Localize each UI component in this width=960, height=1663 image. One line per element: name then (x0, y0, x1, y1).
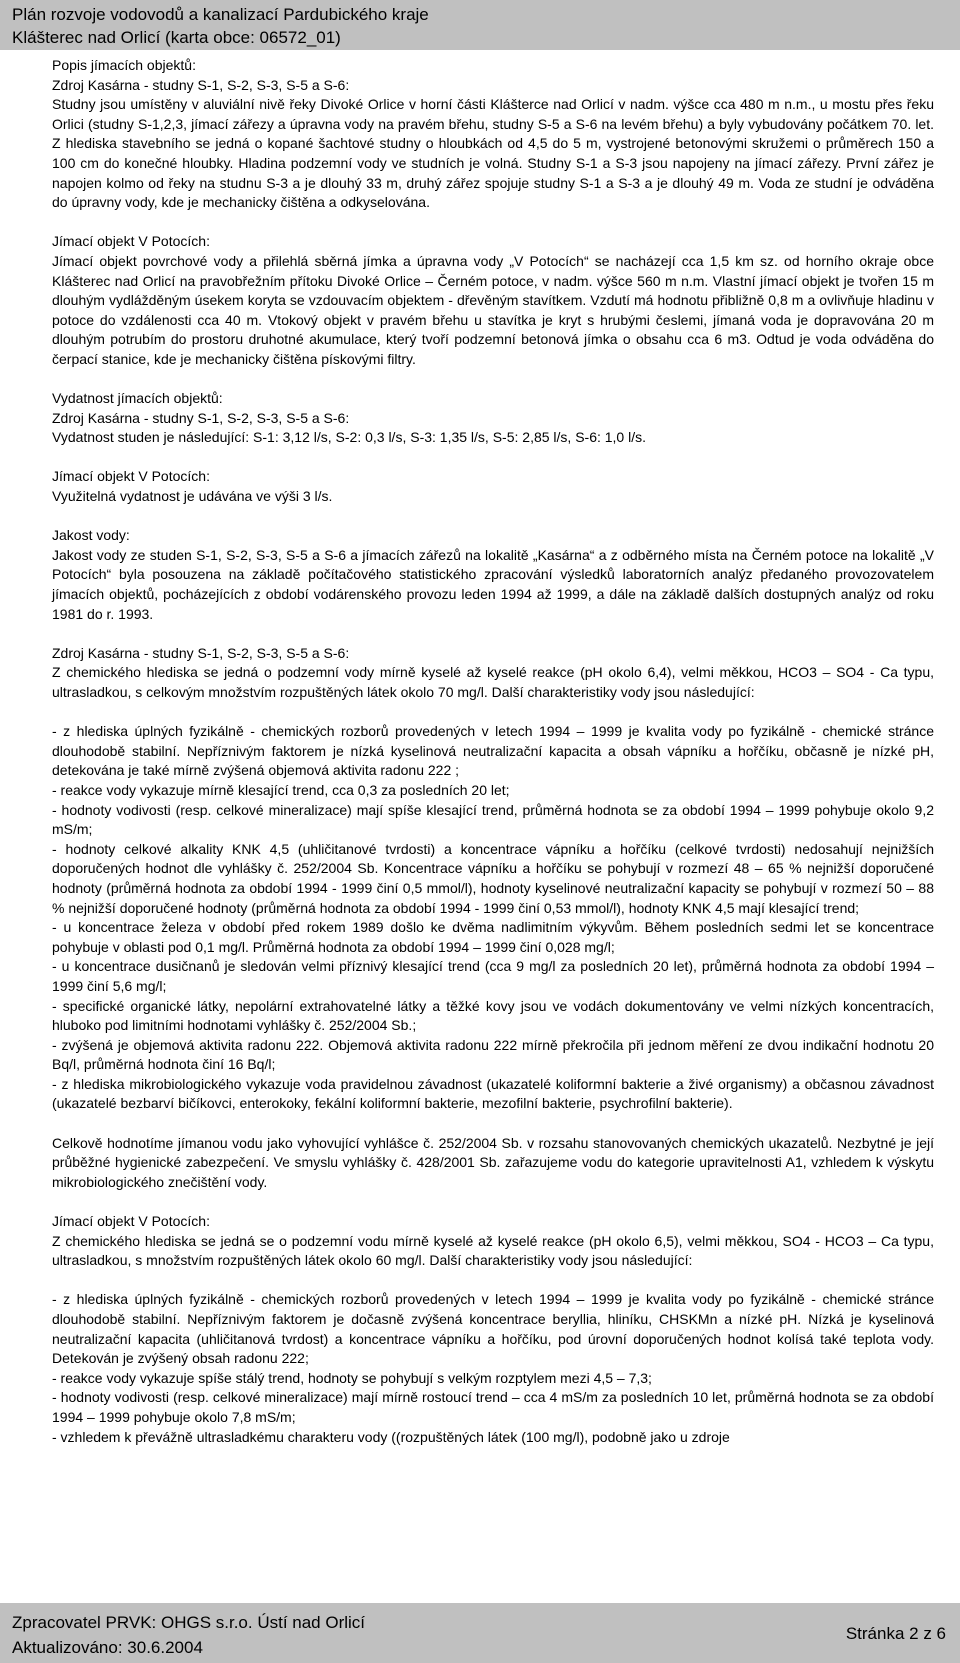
subheading: Zdroj Kasárna - studny S-1, S-2, S-3, S-5 a S-6: (52, 76, 350, 93)
list-item: - z hlediska úplných fyzikálně - chemických rozborů provedených v letech 1994 – 1999 je kvalita vody po fyzikálně - chemické stránce dlouhodobě stabilní. Nepříznivým faktorem je nízká kyselinová neutralizační kapacita a obsah vápníku a hořčíku, občasně je nízké pH, detekována je také mírně zvýšená objemová aktivita radonu 222 ; (52, 723, 934, 779)
section-heading: Jakost vody: (52, 527, 130, 544)
document-header (0, 0, 960, 50)
list-item: - u koncentrace dusičnanů je sledován velmi příznivý klesající trend (cca 9 mg/l za posledních 20 let), průměrná hodnota za období 1994 – 1999 činí 5,6 mg/l; (52, 958, 934, 994)
page-number: Stránka 2 z 6 (845, 1624, 946, 1643)
subheading: Zdroj Kasárna - studny S-1, S-2, S-3, S-5 a S-6: (52, 409, 350, 426)
subheading: Jímací objekt V Potocích: (52, 1213, 210, 1230)
subheading: Jímací objekt V Potocích: (52, 468, 210, 485)
paragraph: Studny jsou umístěny v aluviální nivě řeky Divoké Orlice v horní části Klášterce nad Orlicí v nadm. výšce cca 480 m n.m., u mostu přes řeku Orlici (studny S-1,2,3, jímací zářezy a úpravna vody na pravém břehu, studny S-5 a S-6 na levém břehu) a byly vybudovány počátkem 70. let. Z hlediska stavebního se jedná o kopané šachtové studny o hloubkách od 4,5 do 5 m, vystrojené betonovými skružemi o průměrech 150 a 100 cm do konečné hloubky. Hladina podzemní vody ve studních je volná. Studny S-1 a S-3 jsou napojeny na jímací zářezy. První zářez je napojen kolmo od řeky na studnu S-3 a je dlouhý 33 m, druhý zářez spojuje studny S-1 a S-3 a je dlouhý 49 m. Voda ze studní je odváděna do úpravny vody, kde je mechanicky čištěna a odkyselována. (52, 96, 934, 211)
paragraph: Celkově hodnotíme jímanou vodu jako vyhovující vyhlášce č. 252/2004 Sb. v rozsahu stanovovaných chemických ukazatelů. Nezbytné je její průběžné hygienické zabezpečení. Ve smyslu vyhlášky č. 428/2001 Sb. zařazujeme vodu do kategorie upravitelnosti A1, vzhledem k výskytu mikrobiologického znečištění vody. (52, 1134, 934, 1190)
subheading: Zdroj Kasárna - studny S-1, S-2, S-3, S-5 a S-6: (52, 644, 350, 661)
subheading: Jímací objekt V Potocích: (52, 233, 210, 250)
list-item: - z hlediska mikrobiologického vykazuje voda pravidelnou závadnost (ukazatelé koliformní bakterie a živé organismy) a občasnou závadnost (ukazatelé bezbarví bičíkovci, enterokoky, fekální koliformní bakterie, mezofilní bakterie, psychrofilní bakterie). (52, 1075, 934, 1112)
section-heading: Popis jímacích objektů: (52, 57, 196, 73)
document-subtitle: Klášterec nad Orlicí (karta obce: 06572_01) (12, 28, 341, 47)
footer-author: Zpracovatel PRVK: OHGS s.r.o. Ústí nad Orlicí (12, 1613, 366, 1632)
list-item: - u koncentrace železa v období před rokem 1989 došlo ke dvěma nadlimitním výkyvům. Během posledních sedmi let se koncentrace pohybuje v oblasti pod 0,1 mg/l. Průměrná hodnota za období 1994 – 1999 činí 0,028 mg/l; (52, 919, 934, 955)
document-title: Plán rozvoje vodovodů a kanalizací Pardubického kraje (12, 5, 429, 24)
list-item: - reakce vody vykazuje mírně klesající trend, cca 0,3 za posledních 20 let; (52, 781, 510, 798)
document-body (52, 56, 934, 1447)
document-footer (0, 1603, 960, 1663)
list-item: - specifické organické látky, nepolární extrahovatelné látky a těžké kovy jsou ve vodách dokumentovány ve velmi nízkých koncentracích, hluboko pod limitními hodnotami vyhlášky č. 252/2004 Sb.; (52, 997, 934, 1034)
paragraph: Vydatnost studen je následující: S-1: 3,12 l/s, S-2: 0,3 l/s, S-3: 1,35 l/s, S-5: 2,85 l/s, S-6: 1,0 l/s. (52, 429, 647, 446)
paragraph: Z chemického hlediska se jedná o podzemní vody mírně kyselé až kyselé reakce (pH okolo 6,4), velmi měkkou, HCO3 – SO4 - Ca typu, ultrasladkou, s celkovým množstvím rozpuštěných látek okolo 70 mg/l. Další charakteristiky vody jsou následující: (52, 664, 934, 700)
list-item: - reakce vody vykazuje spíše stálý trend, hodnoty se pohybují s velkým rozptylem mezi 4,5 – 7,3; (52, 1369, 652, 1386)
footer-updated: Aktualizováno: 30.6.2004 (12, 1638, 203, 1657)
section-heading: Vydatnost jímacích objektů: (52, 390, 223, 407)
list-item: - hodnoty vodivosti (resp. celkové mineralizace) mají spíše klesající trend, průměrná hodnota se za období 1994 – 1999 pohybuje okolo 9,2 mS/m; (52, 801, 934, 838)
list-item: - zvýšená je objemová aktivita radonu 222. Objemová aktivita radonu 222 mírně překročila při jednom měření ze dvou indikační hodnotu 20 Bq/l, průměrná hodnota činí 16 Bq/l; (52, 1036, 934, 1073)
list-item: - hodnoty celkové alkality KNK 4,5 (uhličitanové tvrdosti) a koncentrace vápníku a hořčíku (celkové tvrdosti) nedosahují nejnižších doporučených hodnot dle vyhlášky č. 252/2004 Sb. Koncentrace vápníku a hořčíku se pohybují v rozmezí 48 – 65 % nejnižší doporučené hodnoty (průměrná hodnota za období 1994 - 1999 činí 0,5 mmol/l), hodnoty kyselinové neutralizační kapacity se pohybují v rozmezí 50 – 88 % nejnižší doporučené hodnoty (průměrná hodnota za období 1994 - 1999 činí 0,53 mmol/l), hodnoty KNK 4,5 mají klesající trend; (52, 840, 934, 916)
paragraph: Jímací objekt povrchové vody a přilehlá sběrná jímka a úpravna vody „V Potocích“ se nacházejí cca 1,5 km sz. od horního okraje obce Klášterec nad Orlicí na pravobřežním přítoku Divoké Orlice – Černém potoce, v nadm. výšce 560 m n.m. Vlastní jímací objekt je tvořen 15 m dlouhým vydlážděným úsekem koryta se vzdouvacím objektem - dřevěným stavítkem. Vzdutí má hodnotu přibližně 0,8 m a ovlivňuje hladinu v potoce do vzdálenosti cca 40 m. Vtokový objekt v pravém břehu u stavítka je kryt s hrubými česlemi, jímaná voda je dopravována 20 m dlouhým potrubím do prostoru druhotné akumulace, který tvoří podzemní betonová jímka o obsahu cca 6 m3. Odtud je voda odváděna do čerpací stanice, kde je mechanicky čištěna pískovými filtry. (52, 252, 934, 367)
paragraph: Jakost vody ze studen S-1, S-2, S-3, S-5 a S-6 a jímacích zářezů na lokalitě „Kasárna“ a z odběrného místa na Černém potoce na lokalitě „V Potocích“ byla posouzena na základě počítačového statistického zpracování výsledků laboratorních analýz předaného provozovatelem jímacích objektů, pocházejících z období vodárenského provozu leden 1994 až 1999, a dále na základě dalších dostupných analýz od roku 1981 do r. 1993. (52, 546, 934, 622)
list-item: - hodnoty vodivosti (resp. celkové mineralizace) mají mírně rostoucí trend – cca 4 mS/m za posledních 10 let, průměrná hodnota se za období 1994 – 1999 pohybuje okolo 7,8 mS/m; (52, 1389, 934, 1425)
list-item: - z hlediska úplných fyzikálně - chemických rozborů provedených v letech 1994 – 1999 je kvalita vody po fyzikálně - chemické stránce dlouhodobě stabilní. Nepříznivým faktorem je dočasně zvýšená koncentrace beryllia, hliníku, CHSKMn a nízké pH. Nízká je kyselinová neutralizační kapacita (uhličitanová tvrdost) a koncentrace vápníku a hořčíku, pod úrovní doporučených hodnot kolísá také teplota vody. Detekován je zvýšený obsah radonu 222; (52, 1291, 934, 1367)
paragraph: Využitelná vydatnost je udávána ve výši 3 l/s. (52, 488, 333, 505)
list-item: - vzhledem k převážně ultrasladkému charakteru vody ((rozpuštěných látek (100 mg/l), podobně jako u zdroje (52, 1428, 730, 1445)
paragraph: Z chemického hlediska se jedná se o podzemní vodu mírně kyselé až kyselé reakce (pH okolo 6,5), velmi měkkou, SO4 - HCO3 – Ca typu, ultrasladkou, s množstvím rozpuštěných látek okolo 60 mg/l. Další charakteristiky vody jsou následující: (52, 1232, 934, 1269)
